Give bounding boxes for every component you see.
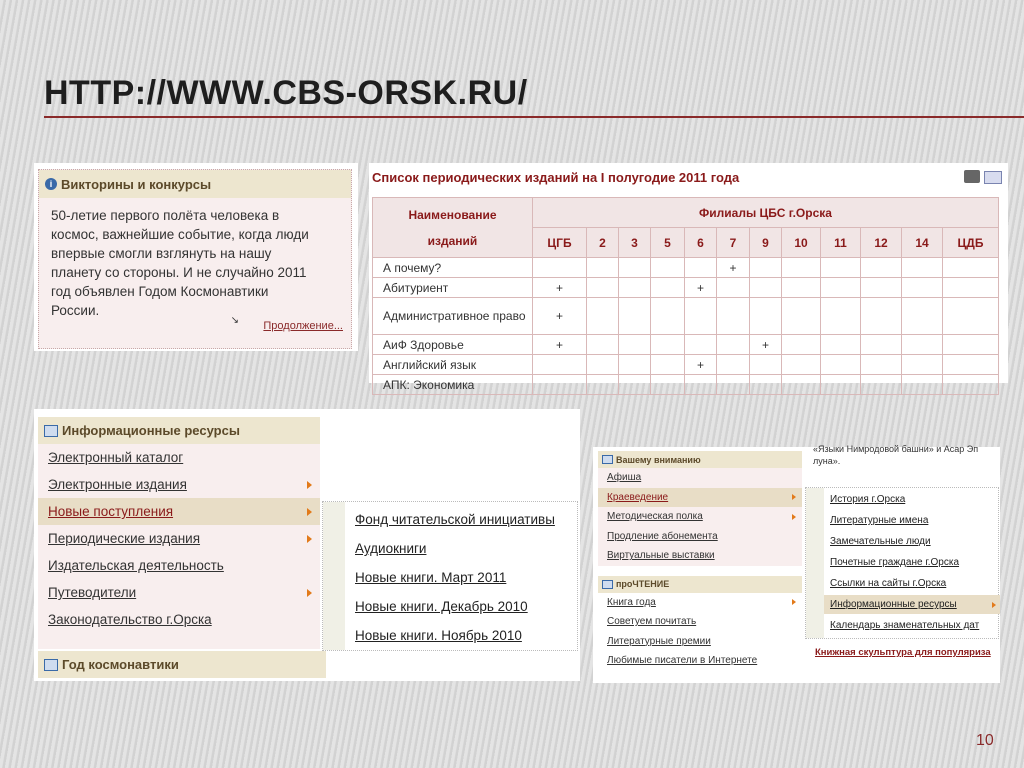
mark-cell: [902, 335, 943, 355]
menu-item-label: Электронные издания: [48, 477, 187, 492]
menu-item[interactable]: [598, 488, 802, 508]
branch-column-header: 6: [685, 228, 717, 258]
cosmonautics-header[interactable]: [38, 651, 326, 678]
attention-menu-header: [598, 451, 802, 468]
mark-cell: [943, 278, 999, 298]
submenu-item[interactable]: Замечательные люди: [830, 536, 931, 547]
mark-cell: [943, 335, 999, 355]
periodical-name: Абитуриент: [373, 278, 533, 298]
submenu-item[interactable]: Ссылки на сайты г.Орска: [830, 578, 947, 589]
mark-cell: [717, 355, 750, 375]
mark-cell: +: [750, 335, 782, 355]
menu-item[interactable]: [38, 471, 320, 498]
mark-cell: [821, 298, 861, 335]
mark-cell: [685, 298, 717, 335]
slide-title: HTTP://WWW.CBS-ORSK.RU/: [44, 74, 528, 112]
quiz-text-line: планету со стороны. И не случайно 2011: [51, 265, 307, 280]
quiz-text-line: 50-летие первого полёта человека в: [51, 208, 280, 223]
table-row: [373, 355, 999, 375]
mark-cell: [750, 258, 782, 278]
mark-cell: [619, 298, 651, 335]
mark-cell: [717, 335, 750, 355]
mark-cell: [861, 335, 902, 355]
table-row: [373, 375, 999, 395]
info-menu-header: [38, 417, 320, 444]
mark-cell: +: [717, 258, 750, 278]
branch-column-header: 14: [902, 228, 943, 258]
branch-column-header: 3: [619, 228, 651, 258]
menu-item-label: Периодические издания: [48, 531, 201, 546]
chevron-right-icon: [307, 508, 312, 516]
branch-column-header: 9: [750, 228, 782, 258]
chevron-right-icon: [792, 514, 796, 520]
attention-menu: [598, 451, 802, 671]
mark-cell: [651, 258, 685, 278]
mark-cell: [619, 335, 651, 355]
quiz-header: [39, 170, 351, 198]
menu-item[interactable]: [38, 498, 320, 525]
mark-cell: +: [533, 278, 587, 298]
menu-item[interactable]: [598, 593, 802, 613]
mark-cell: [533, 258, 587, 278]
submenu-item[interactable]: Календарь знаменательных дат: [830, 620, 980, 631]
mark-cell: [782, 258, 821, 278]
menu-item-label: Издательская деятельность: [48, 558, 224, 573]
mark-cell: [782, 278, 821, 298]
mark-cell: [717, 278, 750, 298]
mark-cell: [861, 298, 902, 335]
chevron-right-icon: [792, 599, 796, 605]
local-history-submenu: [805, 487, 999, 639]
book-icon: [44, 425, 58, 437]
menu-item[interactable]: [598, 632, 802, 652]
name-column-header: [373, 198, 533, 258]
menu-item[interactable]: [38, 525, 320, 552]
arrow-down-right-icon: ↘: [230, 315, 239, 326]
mark-cell: [685, 335, 717, 355]
mark-cell: [587, 375, 619, 395]
submenu-item[interactable]: Почетные граждане г.Орска: [830, 557, 960, 568]
mark-cell: [587, 298, 619, 335]
local-history-panel: [593, 444, 1000, 683]
quiz-text-line: России.: [51, 303, 100, 318]
mark-cell: [717, 375, 750, 395]
menu-item-label: Электронный каталог: [48, 450, 184, 465]
mark-cell: [943, 258, 999, 278]
periodical-name: АПК: Экономика: [373, 375, 533, 395]
prochtenie-header: [598, 576, 802, 593]
branch-column-header: 2: [587, 228, 619, 258]
chevron-right-icon: [307, 589, 312, 597]
menu-item-label: Краеведение: [607, 491, 669, 503]
quiz-text-line: впервые смогли взглянуть на нашу: [51, 246, 272, 261]
mark-cell: [902, 278, 943, 298]
table-row: [373, 298, 999, 335]
table-row: [373, 335, 999, 355]
menu-item-label: Книга года: [607, 596, 656, 608]
menu-item[interactable]: [38, 606, 320, 633]
submenu-item[interactable]: Литературные имена: [830, 515, 929, 526]
branches-header: Филиалы ЦБС г.Орска: [533, 198, 999, 228]
info-menu: [38, 417, 320, 649]
book-icon: [602, 580, 613, 589]
table-row: [373, 258, 999, 278]
cosmonautics-header-label: Год космонавтики: [62, 657, 179, 672]
submenu-strip: [806, 488, 824, 638]
quiz-header-label: Викторины и конкурсы: [61, 176, 212, 192]
mark-cell: [651, 335, 685, 355]
top-text: [813, 443, 1013, 467]
mark-cell: [533, 355, 587, 375]
submenu-item[interactable]: Новые книги. Март 2011: [355, 570, 507, 585]
mark-cell: [685, 375, 717, 395]
menu-item-label: Законодательство г.Орска: [48, 612, 212, 627]
more-link[interactable]: Продолжение...: [263, 320, 343, 332]
periodicals-table: [372, 197, 999, 395]
chevron-right-icon: [792, 494, 796, 500]
menu-item-label: Методическая полка: [607, 511, 703, 523]
mark-cell: [587, 258, 619, 278]
mark-cell: [902, 355, 943, 375]
mark-cell: [587, 278, 619, 298]
mark-cell: [821, 258, 861, 278]
book-sculpture-link[interactable]: Книжная скульптура для популяриза: [815, 647, 991, 658]
chevron-right-icon: [307, 481, 312, 489]
mark-cell: [861, 375, 902, 395]
branch-column-header: 11: [821, 228, 861, 258]
mark-cell: [782, 298, 821, 335]
periodical-name: Английский язык: [373, 355, 533, 375]
new-arrivals-submenu: [322, 501, 578, 651]
mark-cell: [750, 278, 782, 298]
mark-cell: [750, 298, 782, 335]
menu-item[interactable]: [598, 612, 802, 632]
branch-column-header: 7: [717, 228, 750, 258]
name-header-line: Наименование: [408, 207, 497, 222]
branch-column-header: ЦДБ: [943, 228, 999, 258]
branch-column-header: ЦГБ: [533, 228, 587, 258]
submenu-strip: [323, 502, 345, 650]
mark-cell: [619, 355, 651, 375]
mark-cell: [533, 375, 587, 395]
mark-cell: [782, 355, 821, 375]
mark-cell: +: [533, 335, 587, 355]
menu-item-label: Литературные премии: [607, 635, 711, 647]
info-resources-panel: [34, 409, 580, 681]
periodical-name: АиФ Здоровье: [373, 335, 533, 355]
prochtenie-header-label: проЧТЕНИЕ: [616, 579, 670, 589]
menu-item[interactable]: [598, 468, 802, 488]
submenu-item[interactable]: Информационные ресурсы: [824, 595, 1000, 614]
mark-cell: [821, 335, 861, 355]
menu-item-label: Любимые писатели в Интернете: [607, 655, 758, 667]
mark-cell: [651, 375, 685, 395]
mark-cell: [750, 355, 782, 375]
attention-menu-header-label: Вашему вниманию: [616, 454, 701, 465]
mail-icon[interactable]: [984, 171, 1002, 184]
submenu-item[interactable]: Аудиокниги: [355, 541, 427, 556]
menu-item-label: Путеводители: [48, 585, 137, 600]
mark-cell: [717, 298, 750, 335]
mark-cell: [619, 375, 651, 395]
page-number: 10: [976, 732, 994, 749]
menu-item[interactable]: [38, 444, 320, 471]
submenu-item[interactable]: Новые книги. Ноябрь 2010: [355, 628, 522, 643]
quiz-text: [39, 198, 351, 320]
periodicals-title: Список периодических изданий на I полугодие 2011 года: [372, 169, 740, 185]
quiz-text-line: год объявлен Годом Космонавтики: [51, 284, 269, 299]
info-icon: i: [45, 178, 57, 190]
mark-cell: [902, 258, 943, 278]
mark-cell: [587, 335, 619, 355]
menu-item-label: Новые поступления: [48, 504, 174, 519]
menu-item-label: Советуем почитать: [607, 616, 697, 628]
menu-item[interactable]: [598, 651, 802, 671]
menu-item-label: Виртуальные выставки: [607, 550, 715, 562]
mark-cell: [821, 355, 861, 375]
mark-cell: [619, 278, 651, 298]
title-divider: [44, 116, 1024, 118]
info-menu-header-label: Информационные ресурсы: [62, 423, 240, 438]
mark-cell: [861, 258, 902, 278]
top-text-line: луна».: [813, 456, 841, 466]
quiz-text-line: космос, важнейшие событие, когда люди: [51, 227, 309, 242]
quiz-panel: [34, 163, 358, 351]
mark-cell: [943, 375, 999, 395]
name-header-line: изданий: [427, 233, 478, 248]
menu-item[interactable]: [38, 579, 320, 606]
mark-cell: [685, 258, 717, 278]
mark-cell: [861, 278, 902, 298]
periodical-name: Административное право: [373, 298, 533, 335]
mark-cell: [943, 298, 999, 335]
mark-cell: +: [685, 278, 717, 298]
submenu-item[interactable]: История г.Орска: [830, 494, 906, 505]
chevron-right-icon: [307, 535, 312, 543]
mark-cell: [902, 298, 943, 335]
mark-cell: +: [685, 355, 717, 375]
submenu-item[interactable]: Новые книги. Декабрь 2010: [355, 599, 528, 614]
mark-cell: [651, 355, 685, 375]
mark-cell: [902, 375, 943, 395]
menu-item-label: Афиша: [607, 472, 642, 484]
menu-item-label: Продление абонемента: [607, 530, 718, 542]
menu-item[interactable]: [598, 507, 802, 527]
mark-cell: [861, 355, 902, 375]
mark-cell: [619, 258, 651, 278]
periodical-name: А почему?: [373, 258, 533, 278]
branch-column-header: 5: [651, 228, 685, 258]
branch-column-header: 12: [861, 228, 902, 258]
mark-cell: [651, 278, 685, 298]
printer-icon[interactable]: [964, 170, 980, 183]
mark-cell: [821, 375, 861, 395]
mark-cell: [943, 355, 999, 375]
mark-cell: [587, 355, 619, 375]
menu-item[interactable]: [598, 527, 802, 547]
mark-cell: +: [533, 298, 587, 335]
mark-cell: [782, 335, 821, 355]
submenu-item[interactable]: Фонд читательской инициативы: [355, 512, 555, 527]
table-row: [373, 278, 999, 298]
branch-column-header: 10: [782, 228, 821, 258]
mark-cell: [821, 278, 861, 298]
book-icon: [602, 455, 613, 464]
quiz-box: [38, 169, 352, 349]
book-icon: [44, 659, 58, 671]
menu-item[interactable]: [38, 552, 320, 579]
chevron-right-icon: [992, 602, 996, 608]
mark-cell: [750, 375, 782, 395]
menu-item[interactable]: [598, 546, 802, 566]
periodicals-panel: [369, 163, 1008, 392]
top-text-line: «Языки Нимродовой башни» и Асар Эп: [813, 444, 979, 454]
mark-cell: [782, 375, 821, 395]
mark-cell: [651, 298, 685, 335]
